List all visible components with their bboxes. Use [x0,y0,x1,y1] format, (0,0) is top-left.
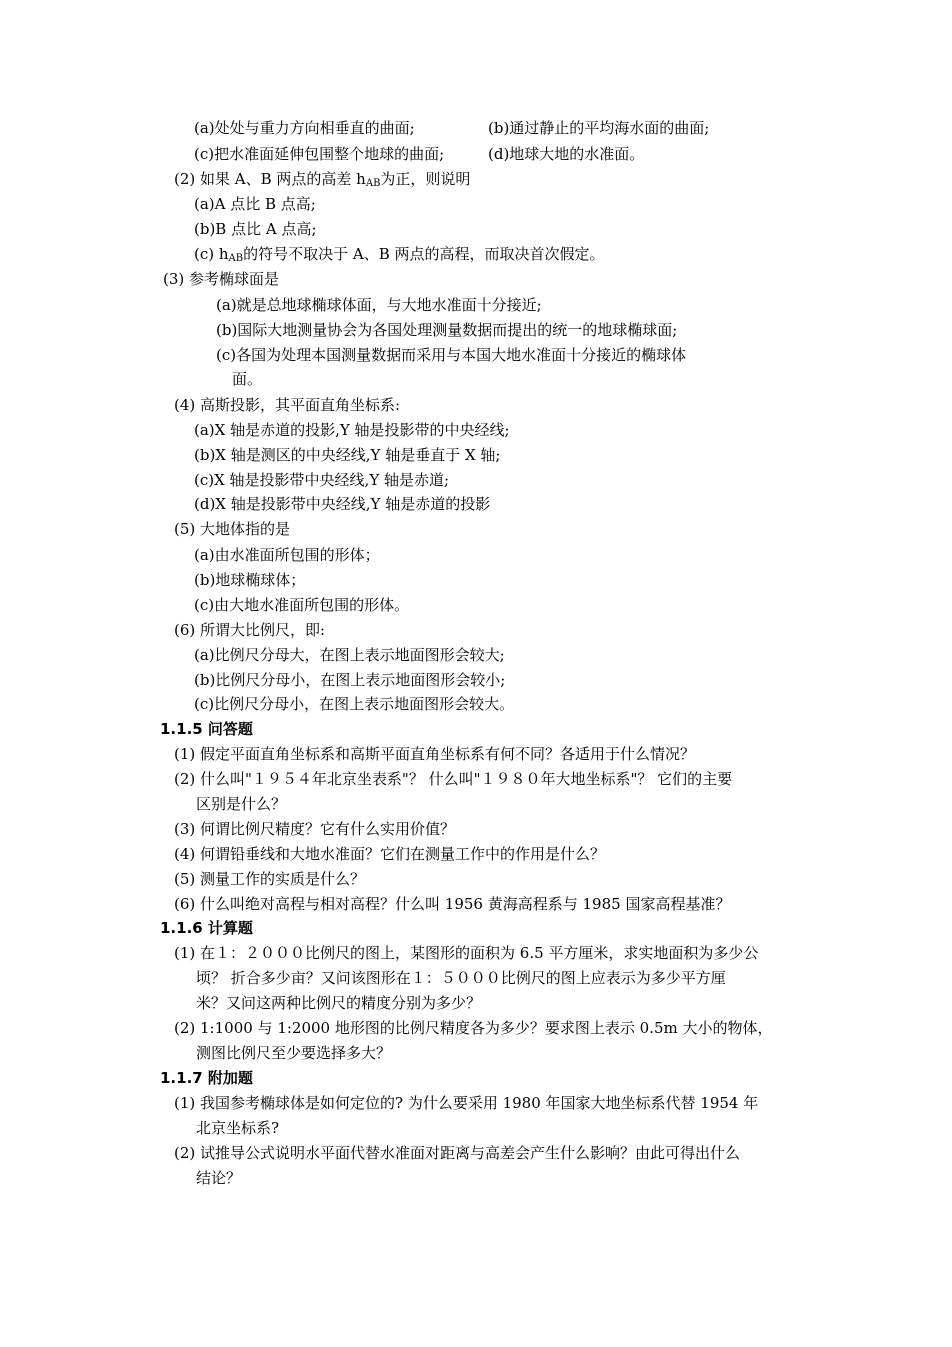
q4-option-b: (b)X 轴是测区的中央经线,Y 轴是垂直于 X 轴; [194,446,501,464]
q1-option-d: (d)地球大地的水准面。 [488,145,645,163]
calc-item-2: (2) 1:1000 与 1:2000 地形图的比例尺精度各为多少？要求图上表示 0.5m 大小的物体， [174,1019,773,1037]
q2-stem-post: 为正，则说明 [380,170,471,188]
q1-option-b: (b)通过静止的平均海水面的曲面; [488,119,710,137]
q3-option-c: (c)各国为处理本国测量数据而采用与本国大地水准面十分接近的椭球体 [216,346,687,364]
extra-item-1-line-2: 北京坐标系? [196,1119,280,1137]
q2-option-b: (b)B 点比 A 点高; [194,220,317,238]
qa-item-3: (3) 何谓比例尺精度？它有什么实用价值？ [174,820,456,838]
section-heading-1-1-5: 1.1.5 问答题 [160,720,253,738]
q5-option-a: (a)由水准面所包围的形体； [194,546,380,564]
q2-option-c-pre: (c) h [194,245,229,263]
extra-item-2-line-2: 结论？ [196,1169,242,1187]
q6-option-b: (b)比例尺分母小，在图上表示地面图形会较小; [194,671,506,689]
q3-option-b: (b)国际大地测量协会为各国处理测量数据而提出的统一的地球椭球面; [216,321,678,339]
q2-option-c [194,244,605,269]
q6-option-c: (c)比例尺分母小，在图上表示地面图形会较大。 [194,695,515,713]
calc-item-2-line-2: 测图比例尺至少要选择多大？ [196,1044,392,1062]
q4-option-c: (c)X 轴是投影带中央经线,Y 轴是赤道; [194,471,450,489]
extra-item-1: (1) 我国参考椭球体是如何定位的? 为什么要采用 1980 年国家大地坐标系代替 1954 年 [174,1094,759,1112]
q5-option-c: (c)由大地水准面所包围的形体。 [194,596,410,614]
qa-item-1: (1) 假定平面直角坐标系和高斯平面直角坐标系有何不同？各适用于什么情况？ [174,745,696,763]
q6-stem: (6) 所谓大比例尺，即: [174,621,326,639]
qa-item-5: (5) 测量工作的实质是什么？ [174,870,366,888]
q2-stem-subscript: AB [365,178,381,189]
calc-item-1-line-2: 顷？ 折合多少亩？又问该图形在１：５０００比例尺的图上应表示为多少平方厘 [196,969,726,987]
q4-stem: (4) 高斯投影，其平面直角坐标系: [174,396,401,414]
q2-option-c-post: 的符号不取决于 A、B 两点的高程，而取决首次假定。 [243,245,605,263]
q3-option-a: (a)就是总地球椭球体面，与大地水准面十分接近; [216,296,542,314]
q2-option-a: (a)A 点比 B 点高; [194,195,316,213]
q1-option-a: (a)处处与重力方向相垂直的曲面; [194,119,415,137]
q6-option-a: (a)比例尺分母大，在图上表示地面图形会较大; [194,646,505,664]
section-heading-1-1-6: 1.1.6 计算题 [160,919,253,937]
extra-item-2: (2) 试推导公式说明水平面代替水准面对距离与高差会产生什么影响？由此可得出什么 [174,1144,741,1162]
calc-item-1: (1) 在１：２０００比例尺的图上，某图形的面积为 6.5 平方厘米，求实地面积为多少公 [174,944,759,962]
section-heading-1-1-7: 1.1.7 附加题 [160,1069,253,1087]
q3-stem: (3) 参考椭球面是 [163,270,280,288]
q3-option-c-continued: 面。 [232,370,263,388]
q1-option-c: (c)把水准面延伸包围整个地球的曲面; [194,145,445,163]
q5-stem: (5) 大地体指的是 [174,520,291,538]
q5-option-b: (b)地球椭球体； [194,571,306,589]
qa-item-2-continued: 区别是什么？ [196,795,287,813]
qa-item-2: (2) 什么叫"１９５４年北京坐表系"？ 什么叫"１９８０年大地坐标系"？ 它们的主要 [174,770,733,788]
q2-stem [174,169,470,194]
qa-item-6: (6) 什么叫绝对高程与相对高程？什么叫 1956 黄海高程系与 1985 国家高程基准？ [174,895,731,913]
q2-option-c-subscript: AB [228,253,244,264]
q2-stem-pre: (2) 如果 A、B 两点的高差 h [174,170,366,188]
q4-option-d: (d)X 轴是投影带中央经线,Y 轴是赤道的投影 [194,495,491,513]
calc-item-1-line-3: 米？又问这两种比例尺的精度分别为多少？ [196,994,482,1012]
qa-item-4: (4) 何谓铅垂线和大地水准面？它们在测量工作中的作用是什么？ [174,845,606,863]
q4-option-a: (a)X 轴是赤道的投影,Y 轴是投影带的中央经线; [194,421,510,439]
